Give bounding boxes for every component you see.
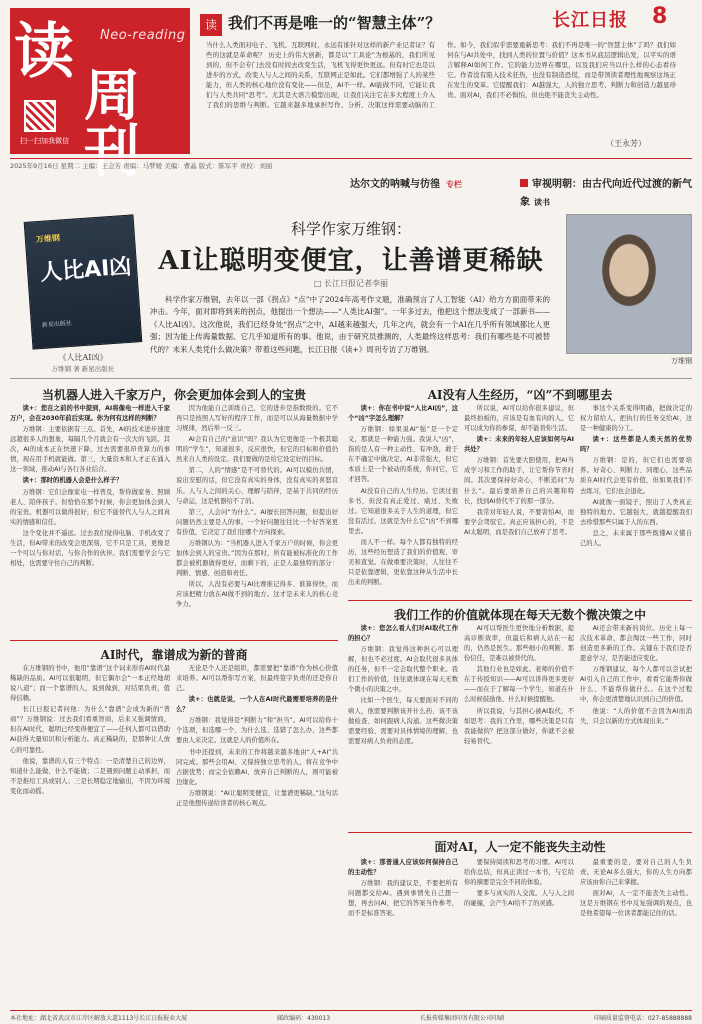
article-paragraph: 其他行业也是如此。老师的价值不在于传授知识——AI可以讲得更多更好——而在于了解每一个学生，知道在什么时候鼓励他、什么时候提醒他。: [464, 666, 574, 704]
article-paragraph: 万维钢：首先要大胆使用，把AI当成学习和工作的助手，让它帮你节省时间。其次要保持好奇心，不断追问“为什么”。最后要培养自己的兴趣和特长，找到AI替代不了的那一部分。: [464, 457, 574, 505]
feature-title: 我们不再是唯一的“智慧主体”？: [228, 14, 441, 32]
section-2-column-1: [10, 664, 170, 1004]
section-title-5: 面对AI，人一定不能丧失主动性: [434, 840, 606, 854]
article-paragraph: 长江日报记者问他：为什么“靠谱”会成为新的“普商”？万维钢说：过去我们看重智商，后来又强调情商，但在AI时代，聪明已经变得便宜了——任何人都可以借助AI获得大量知识和分析能力。真正稀缺的，是那种让人放心的可靠性。: [10, 706, 170, 754]
interview-question: 读+：那普通人应该如何保持自己的主动性？: [348, 859, 458, 877]
article-paragraph: 万维钢：我觉得是“判断力”和“担当”。AI可以给你十个选项，但选哪一个、为什么选、选错了怎么办，这些都要由人来决定。这就是人的价值所在。: [176, 717, 338, 745]
book-cover-title: 人比AI凶: [39, 254, 133, 286]
section-3-column-2: [464, 404, 574, 592]
article-paragraph: AI会有自己的“意识”吗？我认为它更像是一个极其聪明的“学生”，知道很多，反应很快，但它的目标和价值仍然来自人类的设定。我们要做的是给它设定好的目标。: [176, 436, 338, 464]
section-4-column-1: [348, 624, 458, 824]
logo-char-zhoukan: 周刊: [84, 63, 140, 185]
interview-question: 读+：这些都是人类天然的优势吗？: [580, 436, 692, 454]
section-5-column-3: [580, 858, 692, 1004]
section-title-1: 当机器人进入千家万户，你会更加体会到人的宝贵: [41, 388, 306, 402]
byline: □ 长江日报记者李丽: [313, 279, 389, 288]
article-paragraph: 要保持阅读和思考的习惯。AI可以给你总结，但真正读过一本书，与它给你的摘要是完全不同的体验。: [464, 859, 574, 887]
article-paragraph: 面对AI，人一定不能丧失主动性。这是万维钢在书中反复强调的观点，也是他希望每一位读者都能记住的话。: [580, 890, 692, 918]
book-caption-meta: 万维钢 著 新星出版社: [51, 365, 115, 373]
article-paragraph: 所以，人没有必要与AI比赛谁记得多、谁算得快，而应该把精力放在AI做不到的地方。这才是未来人的核心竞争力。: [176, 581, 338, 609]
article-paragraph: 万维钢：是的，但它们也需要培养。好奇心、判断力、同理心，这些品质在AI时代会更有价值，但如果我们不去练习，它们也会退化。: [580, 457, 692, 495]
article-paragraph: 他说：“人的价值不会因为AI而消失，只会以新的方式体现出来。”: [580, 707, 692, 725]
section-5-column-2: [464, 858, 574, 1004]
divider: [10, 378, 692, 379]
interview-question: 读+：您怎么看人们对AI取代工作的担心？: [348, 625, 458, 643]
ribbon-left-title: 达尔文的呐喊与彷徨: [350, 179, 440, 190]
section-4-column-2: [464, 624, 574, 824]
article-paragraph: 万维钢：我觉得这种担心可以理解，但也不必过度。AI会取代很多具体的任务，但不一定会取代整个职业。我们工作的价值，往往就体现在每天无数个微小的决策之中。: [348, 646, 458, 694]
article-paragraph: AI没有自己的人生经历。它读过很多书，但没有真正爱过、痛过、失败过。它知道很多关于人生的道理，但它没有活过。这就是为什么它“凶”不到哪里去。: [348, 487, 458, 535]
article-paragraph: 万维钢：我的建议是，不要把所有问题都交给AI。遇到事情先自己想一想，再去问AI，把它的答案当作参考，而不是标准答案。: [348, 880, 458, 918]
portrait-caption: 万维钢: [671, 357, 692, 365]
section-rule: [10, 640, 338, 641]
section-rule: [348, 600, 692, 601]
section-4-column-3: [580, 624, 692, 824]
ribbon-column-link[interactable]: [350, 176, 510, 194]
section-rule: [348, 832, 692, 833]
section-3-column-3: [580, 404, 692, 592]
section-title-3: AI没有人生经历，“凶”不到哪里去: [427, 388, 613, 402]
section-5-column-1: [348, 858, 458, 1004]
ribbon-left-tag: 专栏: [446, 180, 462, 189]
feature-tag: 读: [200, 14, 222, 36]
article-paragraph: 万维钢说：“AI让聪明变便宜，让靠谱更稀缺。”这句话正是他想传递给读者的核心观点。: [176, 789, 338, 807]
article-paragraph: 书中还提到，未来的工作将越来越多地由“人+AI”共同完成。那些会用AI、又保持独立思考的人，将在竞争中占据优势；而完全依赖AI、放弃自己判断的人，则可能被边缘化。: [176, 748, 338, 786]
article-paragraph: 所以说，AI可以给你很多建议，但最终拍板的，应该是有血有肉的人。它可以成为你的参谋，却不能替你生活。: [464, 405, 574, 433]
article-paragraph: 要多与真实的人交流。人与人之间的碰撞，会产生AI给不了的灵感。: [464, 890, 574, 908]
article-paragraph: 而人不一样。每个人都有独特的经历，这些经历塑造了我们的价值观、审美和直觉。在做重要决策时，人往往不只是依靠逻辑，更依靠这种从生活中长出来的判断。: [348, 538, 458, 587]
interview-question: 读+：您在之前的书中提到，AI将像电一样进入千家万户，会在2030年前后实现。你为何有这样的判断？: [10, 405, 170, 423]
main-headline: AI让聪明变便宜，让善谱更稀缺: [158, 246, 544, 276]
footer-printer: 长报传媒集团印务有限公司印刷: [419, 1015, 504, 1022]
headline-kicker: 科学作家万维钢：: [290, 220, 411, 238]
ribbon-book-link[interactable]: [520, 176, 692, 208]
article-paragraph: 总之，未来属于那些既懂AI又懂自己的人。: [580, 529, 692, 547]
section-1-column-2: [176, 404, 338, 632]
article-paragraph: 万维钢：如果说AI“强”是一个定义，那就是一种能力强。我说人“凶”，指的是人有一种主动性、有冲劲，敢于在不确定中做决定。AI非常强大，但它本质上是一个被动的系统，你问它，它才回答。: [348, 426, 458, 484]
book-cover-author: 万维钢: [35, 233, 61, 245]
article-paragraph: AI就像一面镜子，照出了人类真正独特的地方。它越强大，就越提醒我们去珍惜那些只属于人的东西。: [580, 498, 692, 526]
ribbon-right-tag: 读书: [534, 198, 550, 207]
book-caption: 《人比AI凶》: [58, 353, 108, 362]
article-paragraph: 万维钢：主要依据有三点。首先，AI的技术进步速度远超很多人的想象，每隔几个月就会有一次大的飞跃。其次，AI的成本正在快速下降，过去需要很昂贵算力的事情，现在用手机就能做。第三，大量资本和人才正在涌入这一领域，推动AI与各行各业结合。: [10, 426, 170, 474]
feature-signature: （王永芳）: [606, 139, 646, 148]
ribbon-right-title: 审视明朝：由古代向近代过渡的新气象: [520, 179, 692, 208]
section-2-column-2: [176, 664, 338, 1004]
author-portrait: [566, 214, 692, 354]
qr-code-icon[interactable]: [24, 100, 56, 132]
article-paragraph: 事这个关系变得明确，把做决定的权力留给人，把执行的任务交给AI，这是一种健康的分工。: [580, 405, 692, 433]
logo-english: Neo-reading: [100, 28, 186, 43]
page-footer: [10, 1010, 692, 1022]
article-paragraph: 比如一个医生，每天要面对不同的病人，他需要判断该开什么药、该不该做检查、如何跟病人沟通。这些微决策需要经验、需要对具体情境的理解，也需要对病人负责的态度。: [348, 697, 458, 745]
article-paragraph: 我常对年轻人说，不要害怕AI，而要学会驾驭它。真正应该担心的，不是AI太聪明，而是我们自己放弃了思考。: [464, 508, 574, 536]
article-paragraph: AI可以帮医生更快地分析数据，提高诊断效率，但最后和病人站在一起的，仍然是医生。那些细小的判断、那份信任，是难以被替代的。: [464, 625, 574, 663]
article-paragraph: 无论是个人还是组织，都需要把“靠谱”作为核心价值来培养。AI可以帮你写方案，但最终签字负责的还是你自己。: [176, 665, 338, 693]
section-title-4: 我们工作的价值就体现在每天无数个微决策之中: [393, 608, 646, 622]
logo-char-du: 读: [14, 17, 74, 87]
interview-question: 读+：也就是说，一个人在AI时代最需要培养的是什么？: [176, 696, 338, 714]
page-number: 8: [652, 4, 668, 29]
lede-paragraph: 科学作家万维钢，去年以一部《拐点》“点”中了2024年高考作文题，准确预言了人工智能（AI）给方方面面带来的冲击。今年，面对即将到来的拐点，他提出一个想法——“人类比AI强”。一年多过去，他把这个想法变成了一部新书——《人比AI凶》。这次他说，我们已经身处“拐点”之中，AI越来越强大，几年之内，就会有一个AI在几乎所有领域都比人更强；因为能上传海量数据、它几乎知道所有的事。他说，由于研究员推测的，人类最终这样思考：我们有哪些是不可被替代的？未来人类凭什么做决策？带着这些问题，长江日报《读+》周刊专访了万维钢。: [150, 295, 550, 354]
footer-hotline: 印刷质量监督电话：027-85888888: [593, 1015, 692, 1022]
article-paragraph: 第二，人的“情感”是不可替代的。AI可以模仿共情，说出安慰的话，但它没有真实的身体，没有真实的喜怒哀乐。人与人之间的关心、理解与陪伴，是基于共同的经历与命运，这是机器给不了的。: [176, 467, 338, 505]
article-paragraph: 万维钢：它们会像家电一样普及，帮你做家务、照顾老人、陪伴孩子。但恰恰在那个时候，你会更加体会到人的宝贵。机器可以做得很好，但它不能替代人与人之间真实的情感和信任。: [10, 488, 170, 526]
article-paragraph: 他说，靠谱的人有三个特点：一是清楚自己的边界，知道什么能做、什么不能做；二是遇到问题主动承担，而不是推给工具或别人；三是长期稳定地输出，不因为环境变化而动摇。: [10, 757, 170, 795]
editor-info-bar: 2025年9月16日 星期二 主编：王会芳 责编：马梦媛 美编：曹晶 版式：陈军平 责校：刘丽: [10, 158, 692, 170]
interview-question: 读+：未来的年轻人应该如何与AI共处？: [464, 436, 574, 454]
qr-caption: 扫一扫加我微信: [20, 137, 69, 145]
article-paragraph: 第三，人会问“为什么”。AI擅长回答问题，但提出好问题仍然主要是人的事。一个好问题往往比一个好答案更有价值，它决定了我们往哪个方向探索。: [176, 508, 338, 536]
footer-address: 本社地址：湖北省武汉市江岸区解放大道1113号长江日报报业大厦: [10, 1015, 188, 1022]
book-cover-publisher: 新星出版社: [41, 319, 73, 329]
interview-question: 读+：那时的机器人会是什么样子？: [22, 477, 123, 485]
article-paragraph: 所以我说，与其担心被AI取代，不如思考：我的工作里，哪些决策是只有我能做的？把这部分做好，你就不会被轻易替代。: [464, 707, 574, 745]
section-title-2: AI时代，靠谱成为新的普商: [100, 648, 248, 662]
article-paragraph: 万维钢认为：“当机器人进入千家万户的时候，你会更加体会到人的宝贵。”因为在那时，所有能被标准化的工作都会被机器做得更好，而剩下的，正是人最独特的部分：判断、情感、创造和责任。: [176, 539, 338, 577]
article-paragraph: 万维钢建议，每个人都可以尝试把AI引入自己的工作中，看看它能帮你做什么、不能帮你做什么。在这个过程中，你会更清楚地认识到自己的价值。: [580, 666, 692, 704]
article-paragraph: 最重要的是，要对自己的人生负责。无论AI多么强大，你的人生方向都应该由你自己来掌握。: [580, 859, 692, 887]
square-bullet-icon: [520, 179, 528, 187]
section-3-column-1: [348, 404, 458, 592]
article-paragraph: 因为他能自己训练自己，它的进步是指数级的。它不再只是按照人写好的程序工作，而是可以从海量数据中学习规律，然后举一反三。: [176, 405, 338, 433]
paper-brand-logo: 长江日报: [552, 10, 628, 31]
article-paragraph: 这个变化并不遥远。过去我们觉得电脑、手机改变了生活，但AI带来的改变会更深刻，它不只是工具，更像是一个可以与你对话、与你合作的伙伴。我们需要学会与它相处，也需要守住自己的判断。: [10, 529, 170, 567]
interview-question: 读+：你在书中说“人比AI凶”，这个“凶”字怎么理解？: [348, 405, 458, 423]
article-paragraph: 在万维钢的书中，他用“靠谱”这个词来形容AI时代最稀缺的品质。AI可以很聪明，但它偶尔会“一本正经地胡说八道”；而一个靠谱的人，说到做到，对结果负责，值得信赖。: [10, 665, 170, 703]
article-paragraph: AI还会带来新的岗位。历史上每一次技术革命，都会淘汰一些工作，同时创造更多新的工作。关键在于我们是否愿意学习，是否能适应变化。: [580, 625, 692, 663]
feature-body: 当什么人类面对电子、飞机、互联网时，永远有谁针对这样的新产业记者证？有些的这就是革命呢？ 历史上的伟大创新，都是以“工具论”为根基的，我们所见到的，但不会专门去没有时间去改变生活，飞机飞得更快更远。但有时它也是以进步的方式，改变人与人之间的关系，互联网正是如此。它们都增强了人的某些能力，但人类的核心地位没有变化——但是，AI不一样。AI能做不同，它能让我们与人类共同“思考”。尤其是大语言模型出现，让我们关注它在多大程度上介入了我们的思维与判断。它越来越多地承担写作、分析、决策这样需要动脑的工作。如今，我们似乎需要重新思考：我们不再是唯一的“智慧主体”了吗？我们如何在与AI共处中，找到人类的位置与价值？这本书从底层逻辑出发，以平实的语言解释AI如何工作、它的能力边界在哪里，以及我们应当以什么样的心态看待它。作者没有陷入技术狂热，也没有制造恐慌，而是带领读者理性地观察这场正在发生的变革。它提醒我们：AI越强大，人的独立思考、判断力和创造力越显珍贵。面对AI，我们不必惧怕，但也绝不能丧失主动性。: [206, 41, 676, 110]
footer-postcode: 邮政编码：430013: [277, 1015, 331, 1022]
section-1-column-1: [10, 404, 170, 632]
